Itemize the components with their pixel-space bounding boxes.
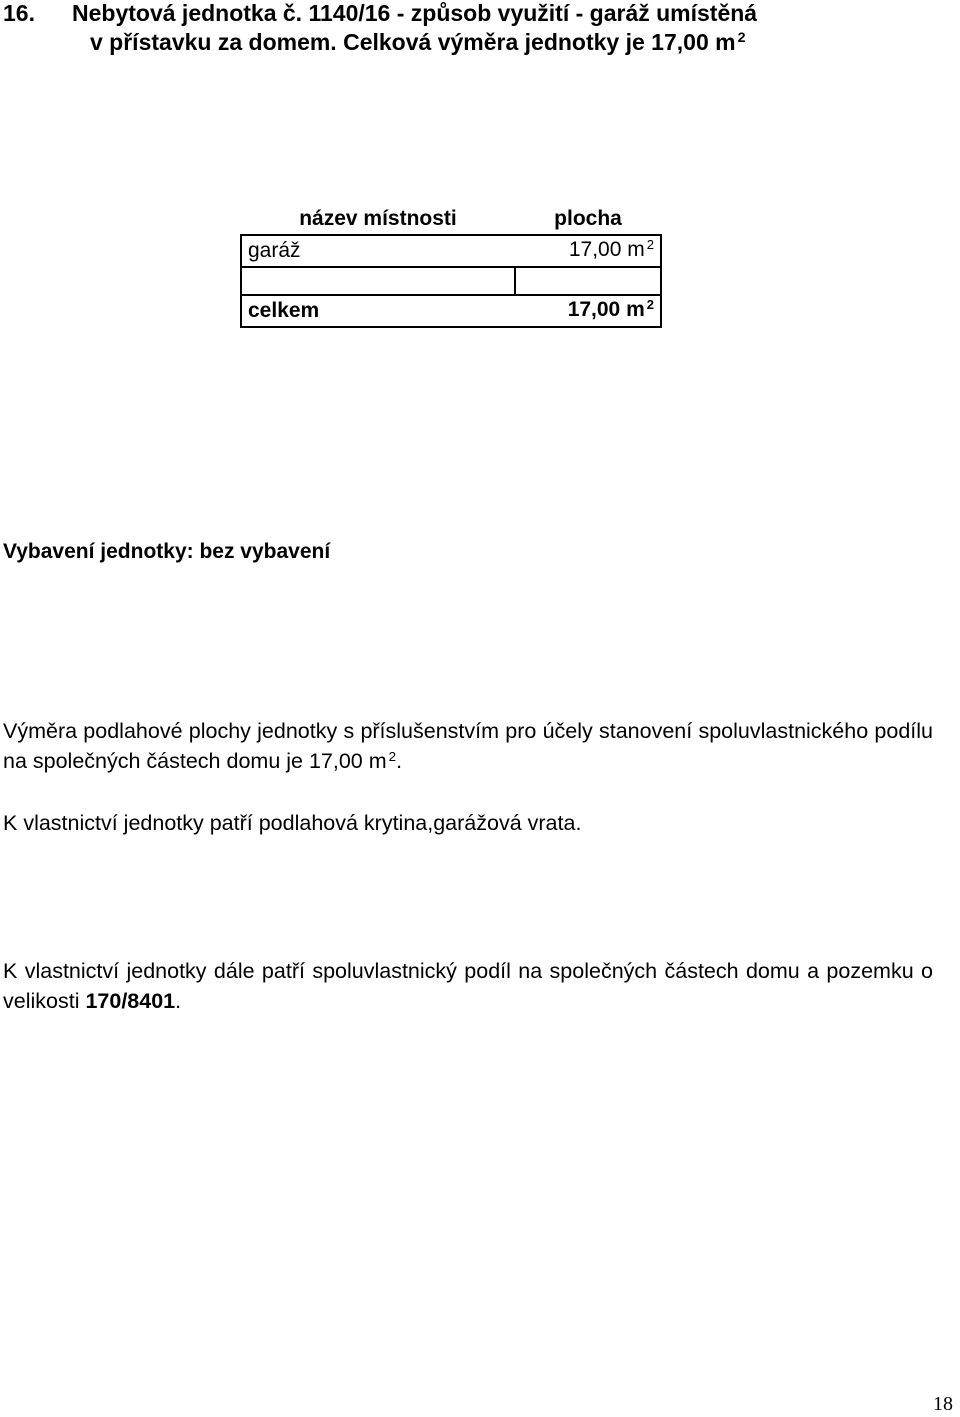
section-number: 16. bbox=[3, 0, 35, 26]
share-paragraph bbox=[3, 956, 933, 1016]
header-area: plocha bbox=[554, 207, 622, 230]
empty-cell bbox=[241, 267, 515, 295]
room-area-value: 17,00 m bbox=[568, 238, 645, 261]
total-area bbox=[515, 295, 661, 327]
share-tail: . bbox=[175, 989, 182, 1013]
section-title-text: v přístavku za domem. Celková výměra jednotky je 17,00 m bbox=[90, 29, 736, 55]
empty-cell bbox=[515, 267, 661, 295]
total-area-value: 17,00 m bbox=[567, 298, 645, 321]
rooms-table bbox=[240, 204, 662, 328]
total-label: celkem bbox=[241, 295, 515, 327]
table-header-row bbox=[241, 204, 661, 235]
room-area bbox=[515, 235, 661, 267]
floor-area-tail: . bbox=[396, 749, 403, 773]
table-row-empty bbox=[241, 267, 661, 295]
header-room-name: název místnosti bbox=[299, 207, 457, 230]
table-total-row bbox=[241, 295, 661, 327]
ownership-paragraph: K vlastnictví jednotky patří podlahová krytina,garážová vrata. bbox=[3, 811, 582, 835]
equipment-line: Vybavení jednotky: bez vybavení bbox=[3, 540, 331, 563]
room-name: garáž bbox=[241, 235, 515, 267]
superscript: 2 bbox=[646, 236, 654, 252]
share-text: K vlastnictví jednotky dále patří spoluvlastnický podíl na společných částech domu a pozemku o velikosti bbox=[3, 959, 933, 1013]
superscript: 2 bbox=[737, 30, 746, 47]
share-value: 170/8401 bbox=[85, 989, 176, 1013]
superscript: 2 bbox=[646, 296, 654, 312]
section-title-line2 bbox=[90, 29, 746, 60]
floor-area-paragraph bbox=[3, 716, 933, 779]
floor-area-text: Výměra podlahové plochy jednotky s příslušenstvím pro účely stanovení spoluvlastnického podílu na společných částech domu je 17,00 m bbox=[3, 719, 933, 773]
table-row bbox=[241, 235, 661, 267]
page-number: 18 bbox=[933, 1393, 953, 1415]
superscript: 2 bbox=[388, 748, 397, 764]
section-title-line1: Nebytová jednotka č. 1140/16 - způsob využití - garáž umístěná bbox=[72, 0, 758, 26]
